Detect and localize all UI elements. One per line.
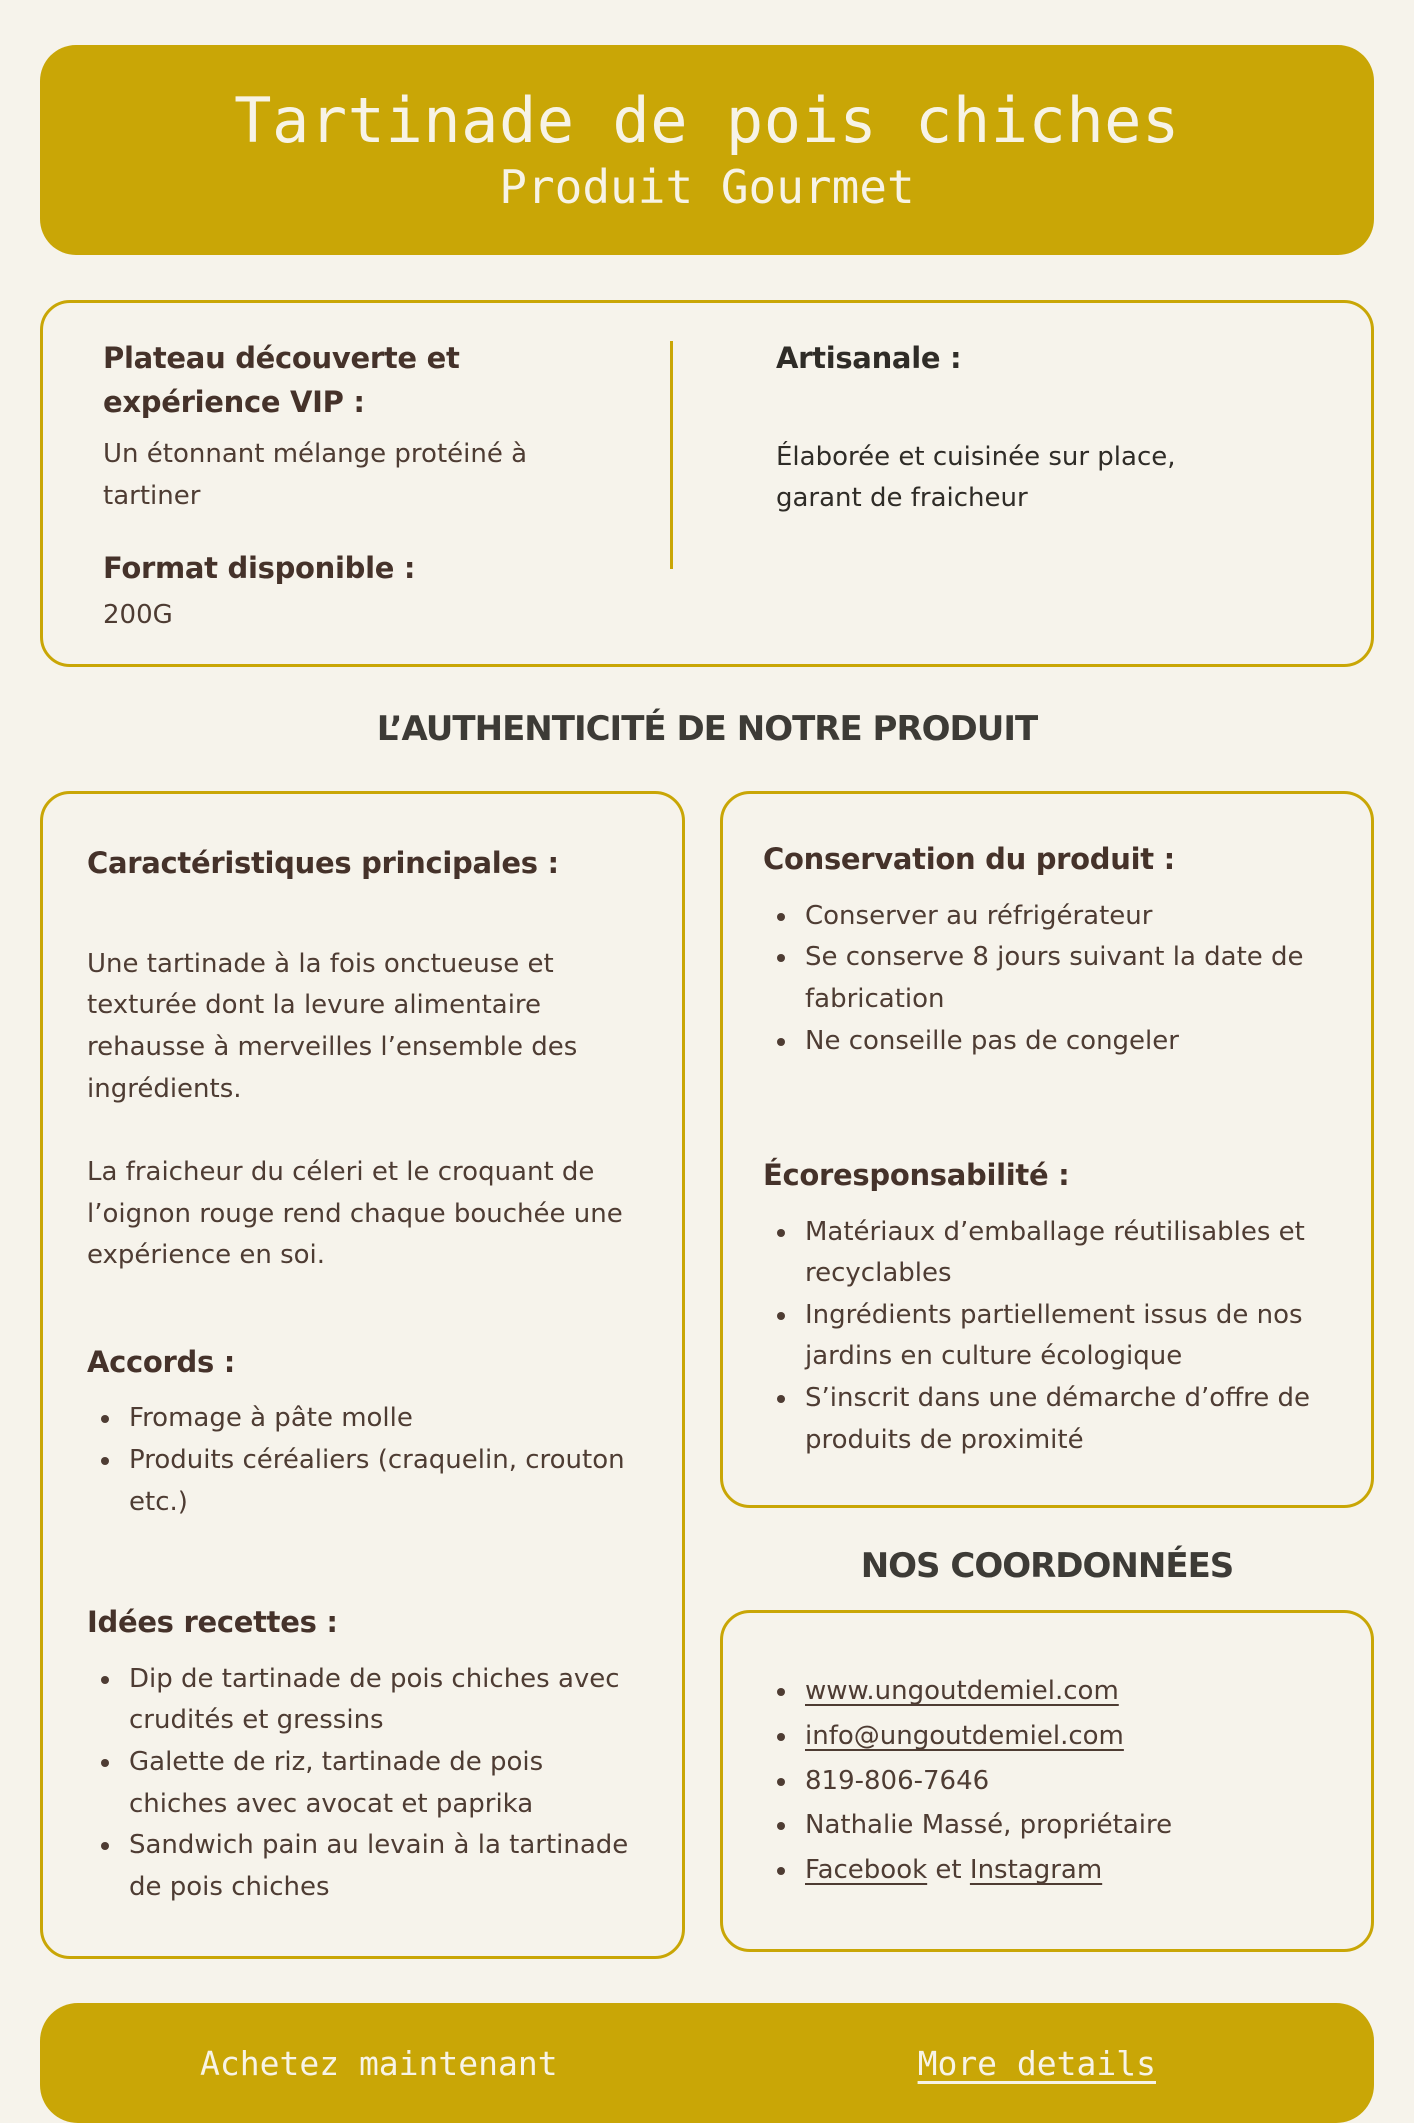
list-item: • Fromage à pâte molle (123, 1398, 638, 1440)
contact-section-title: NOS COORDONNÉES (860, 1546, 1234, 1587)
email-link[interactable]: info@ungoutdemiel.com (805, 1720, 1124, 1751)
features-card (40, 791, 685, 1959)
instagram-link[interactable]: Instagram (969, 1855, 1103, 1886)
right-column (720, 791, 1374, 1952)
list-item: • Se conserve 8 jours suivant la date de fabrication (799, 937, 1331, 1020)
intro-left-column (103, 337, 678, 636)
accords-heading: Accords : (87, 1344, 236, 1379)
content-columns (40, 791, 1374, 1959)
list-item: • S’inscrit dans une démarche d’offre de produits de proximité (799, 1378, 1331, 1461)
contact-list (763, 1669, 1331, 1893)
phone-number: 819-806-7646 (805, 1765, 990, 1796)
accords-list (87, 1398, 638, 1523)
contact-card (720, 1610, 1374, 1952)
list-item: • Galette de riz, tartinade de pois chiches avec avocat et paprika (123, 1742, 638, 1825)
list-item: • Conserver au réfrigérateur (799, 896, 1331, 938)
list-item: • Sandwich pain au levain à la tartinade de pois chiches (123, 1825, 638, 1908)
social-separator: et (927, 1855, 970, 1886)
features-paragraph-2: La fraicheur du céleri et le croquant de l’oignon rouge rend chaque bouchée une expérience en soi. (87, 1157, 623, 1271)
conservation-list (763, 896, 1331, 1062)
vertical-divider (670, 341, 673, 569)
more-details-link[interactable]: More details (917, 2043, 1156, 2083)
list-item (799, 1669, 1331, 1714)
format-value: 200G (103, 599, 173, 630)
vip-heading: Plateau découverte et expérience VIP : (103, 341, 460, 419)
header-banner (40, 45, 1374, 255)
list-item: • Matériaux d’emballage réutilisables et recyclables (799, 1212, 1331, 1295)
artisanale-heading: Artisanale : (776, 341, 962, 375)
footer-bar (40, 2003, 1374, 2123)
list-item: • Ne conseille pas de congeler (799, 1021, 1331, 1063)
intro-right-column (678, 337, 1226, 636)
product-subtitle: Produit Gourmet (499, 160, 915, 214)
conservation-heading: Conservation du produit : (763, 842, 1175, 877)
recipes-heading: Idées recettes : (87, 1605, 338, 1640)
artisanale-description: Élaborée et cuisinée sur place, garant de fraicheur (776, 441, 1176, 514)
features-paragraph-1: Une tartinade à la fois onctueuse et texturée dont la levure alimentaire rehausse à merveilles l’ensemble des ingrédients. (87, 948, 578, 1104)
product-title: Tartinade de pois chiches (234, 84, 1180, 157)
buy-now-button[interactable]: Achetez maintenant (200, 2043, 558, 2083)
list-item (799, 1848, 1331, 1893)
list-item: • Produits céréaliers (craquelin, crouton etc.) (123, 1440, 638, 1523)
eco-list (763, 1212, 1331, 1462)
website-link[interactable]: www.ungoutdemiel.com (805, 1676, 1119, 1707)
eco-heading: Écoresponsabilité : (763, 1158, 1070, 1193)
features-heading: Caractéristiques principales : (87, 846, 559, 881)
conservation-card (720, 791, 1374, 1508)
authenticity-section-title: L’AUTHENTICITÉ DE NOTRE PRODUIT (376, 709, 1038, 750)
format-heading: Format disponible : (103, 551, 416, 586)
list-item (799, 1803, 1331, 1848)
facebook-link[interactable]: Facebook (805, 1855, 928, 1886)
list-item: • Dip de tartinade de pois chiches avec crudités et gressins (123, 1659, 638, 1742)
list-item (799, 1714, 1331, 1759)
recipes-list (87, 1659, 638, 1909)
list-item: • Ingrédients partiellement issus de nos jardins en culture écologique (799, 1295, 1331, 1378)
list-item (799, 1759, 1331, 1804)
vip-description: Un étonnant mélange protéiné à tartiner (103, 439, 528, 511)
intro-card (40, 300, 1374, 667)
owner-name: Nathalie Massé, propriétaire (805, 1810, 1173, 1841)
